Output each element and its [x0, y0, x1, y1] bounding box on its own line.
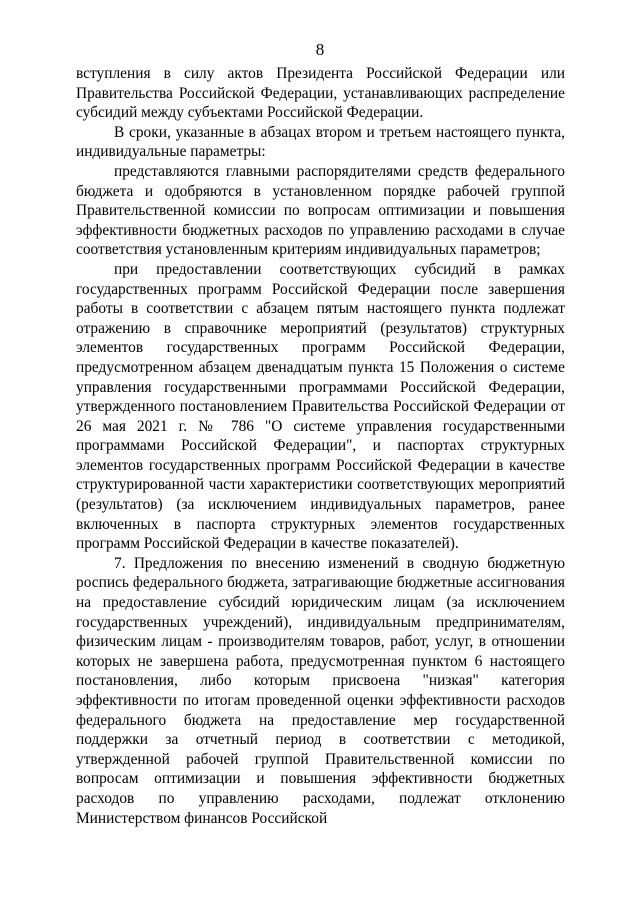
paragraph-deadlines: В сроки, указанные в абзацах втором и третьем настоящего пункта, индивидуальные параметры:	[76, 123, 565, 161]
paragraph-item-7: 7. Предложения по внесению изменений в сводную бюджетную роспись федерального бюджета, затрагивающие бюджетные ассигнования на предоставление субсидий юридическим лицам (за исключением государственных учреждений), индивидуальным предпринимателям, физическим лицам - производителям товаров, работ, услуг, в отношении которых не завершена работа, предусмотренная пунктом 6 настоящего постановления, либо которым присвоена "низкая" категория эффективности по итогам проведенной оценки эффективности расходов федерального бюджета на предоставление мер государственной поддержки за отчетный период в соответствии с методикой, утвержденной рабочей группой Правительственной комиссии по вопросам оптимизации и повышения эффективности бюджетных расходов по управлению расходами, подлежат отклонению Министерством финансов Российской	[76, 554, 565, 827]
document-body	[76, 64, 565, 828]
paragraph-continuation: вступления в силу актов Президента Российской Федерации или Правительства Российской Федерации, устанавливающих распределение субсидий между субъектами Российской Федерации.	[76, 65, 565, 122]
page-number: 8	[315, 40, 325, 59]
paragraph-subsidies-reflection: при предоставлении соответствующих субсидий в рамках государственных программ Российской Федерации после завершения работы в соответствии с абзацем пятым настоящего пункта подлежат отражению в справочнике мероприятий (результатов) структурных элементов государственных программ Российской Федерации, предусмотренном абзацем двенадцатым пункта 15 Положения о системе управления государственными программами Российской Федерации, утвержденного постановлением Правительства Российской Федерации от 26 мая 2021 г. № 786 "О системе управления государственными программами Российской Федерации", и паспортах структурных элементов государственных программ Российской Федерации в качестве структурированной части характеристики соответствующих мероприятий (результатов) (за исключением индивидуальных параметров, ранее включенных в паспорта структурных элементов государственных программ Российской Федерации в качестве показателей).	[76, 260, 565, 553]
paragraph-approval: представляются главными распорядителями средств федерального бюджета и одобряются в установленном порядке рабочей группой Правительственной комиссии по вопросам оптимизации и повышения эффективности бюджетных расходов по управлению расходами в случае соответствия установленным критериям индивидуальных параметров;	[76, 162, 565, 259]
